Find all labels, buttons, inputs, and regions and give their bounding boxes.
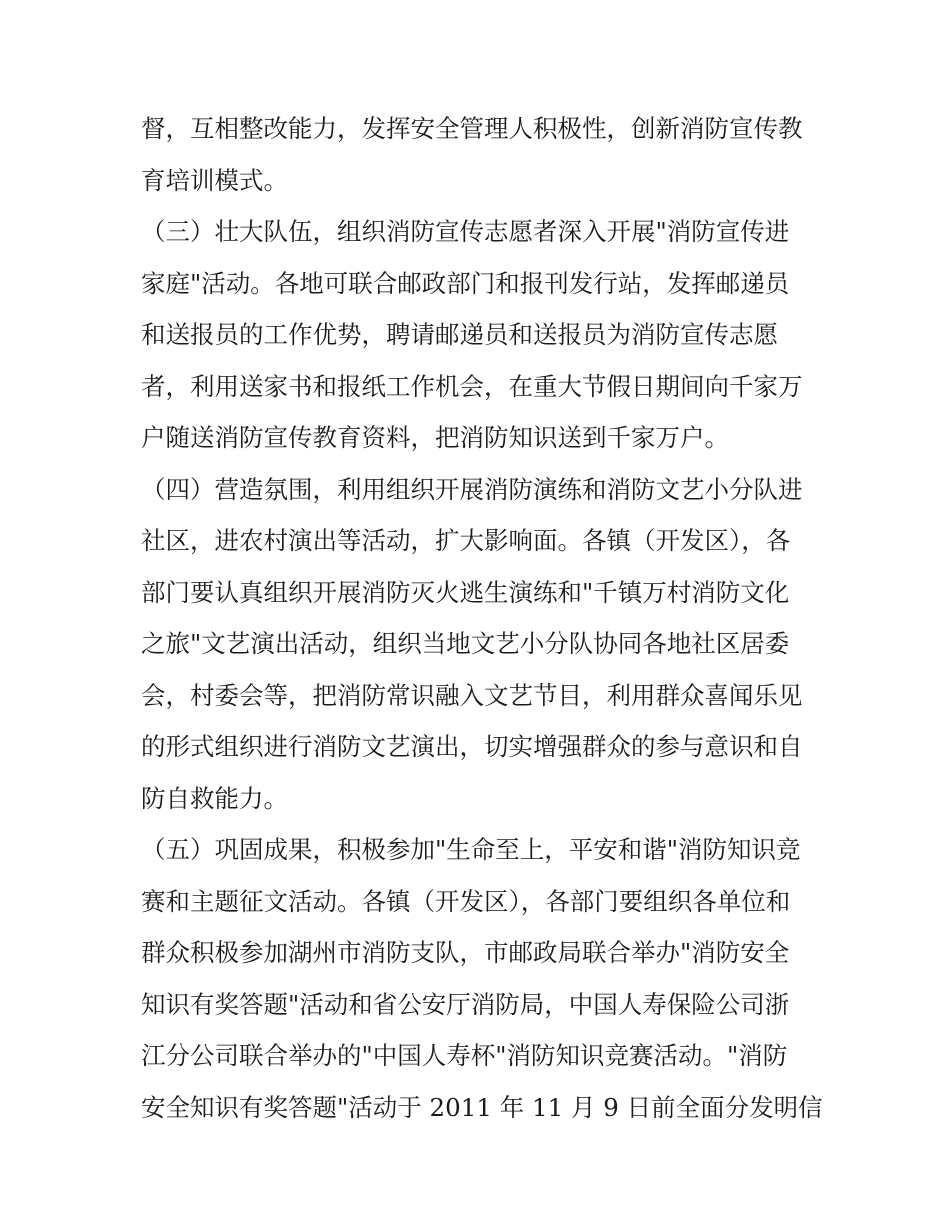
text-line: 和送报员的工作优势，聘请邮递员和送报员为消防宣传志愿 — [141, 320, 778, 349]
text-line: 家庭"活动。各地可联合邮政部门和报刊发行站，发挥邮递员 — [141, 268, 790, 298]
text-line: 育培训模式。 — [141, 165, 288, 195]
text-line: 江分公司联合举办的"中国人寿杯"消防知识竞赛活动。"消防 — [141, 1041, 788, 1070]
text-line: 部门要认真组织开展消防灭火逃生演练和"千镇万村消防文化 — [141, 577, 790, 607]
body-text — [141, 103, 821, 1133]
text-line: 督，互相整改能力，发挥安全管理人积极性，创新消防宣传教 — [141, 114, 803, 143]
text-line: 会，村委会等，把消防常识融入文艺节目，利用群众喜闻乐见 — [141, 680, 803, 710]
text-line: 社区，进农村演出等活动，扩大影响面。各镇（开发区），各 — [141, 526, 791, 555]
text-line: 者，利用送家书和报纸工作机会，在重大节假日期间向千家万 — [141, 371, 803, 401]
text-line: 的形式组织进行消防文艺演出，切实增强群众的参与意识和自 — [141, 732, 803, 761]
text-line: 之旅"文艺演出活动，组织当地文艺小分队协同各地社区居委 — [141, 629, 790, 658]
text-line: （五）巩固成果，积极参加"生命至上，平安和谐"消防知识竞 — [141, 835, 801, 864]
text-line: 知识有奖答题"活动和省公安厅消防局，中国人寿保险公司浙 — [141, 989, 790, 1019]
text-line: 群众积极参加湖州市消防支队，市邮政局联合举办"消防安全 — [141, 938, 790, 967]
text-line: （三）壮大队伍，组织消防宣传志愿者深入开展"消防宣传进 — [141, 217, 790, 246]
text-line: （四）营造氛围，利用组织开展消防演练和消防文艺小分队进 — [141, 474, 803, 504]
text-line: 安全知识有奖答题"活动于 2011 年 11 月 9 日前全面分发明信 — [141, 1092, 823, 1122]
text-line: 防自救能力。 — [141, 783, 288, 813]
text-line: 户随送消防宣传教育资料，把消防知识送到千家万户。 — [141, 423, 729, 452]
text-line: 赛和主题征文活动。各镇（开发区），各部门要组织各单位和 — [141, 886, 791, 916]
